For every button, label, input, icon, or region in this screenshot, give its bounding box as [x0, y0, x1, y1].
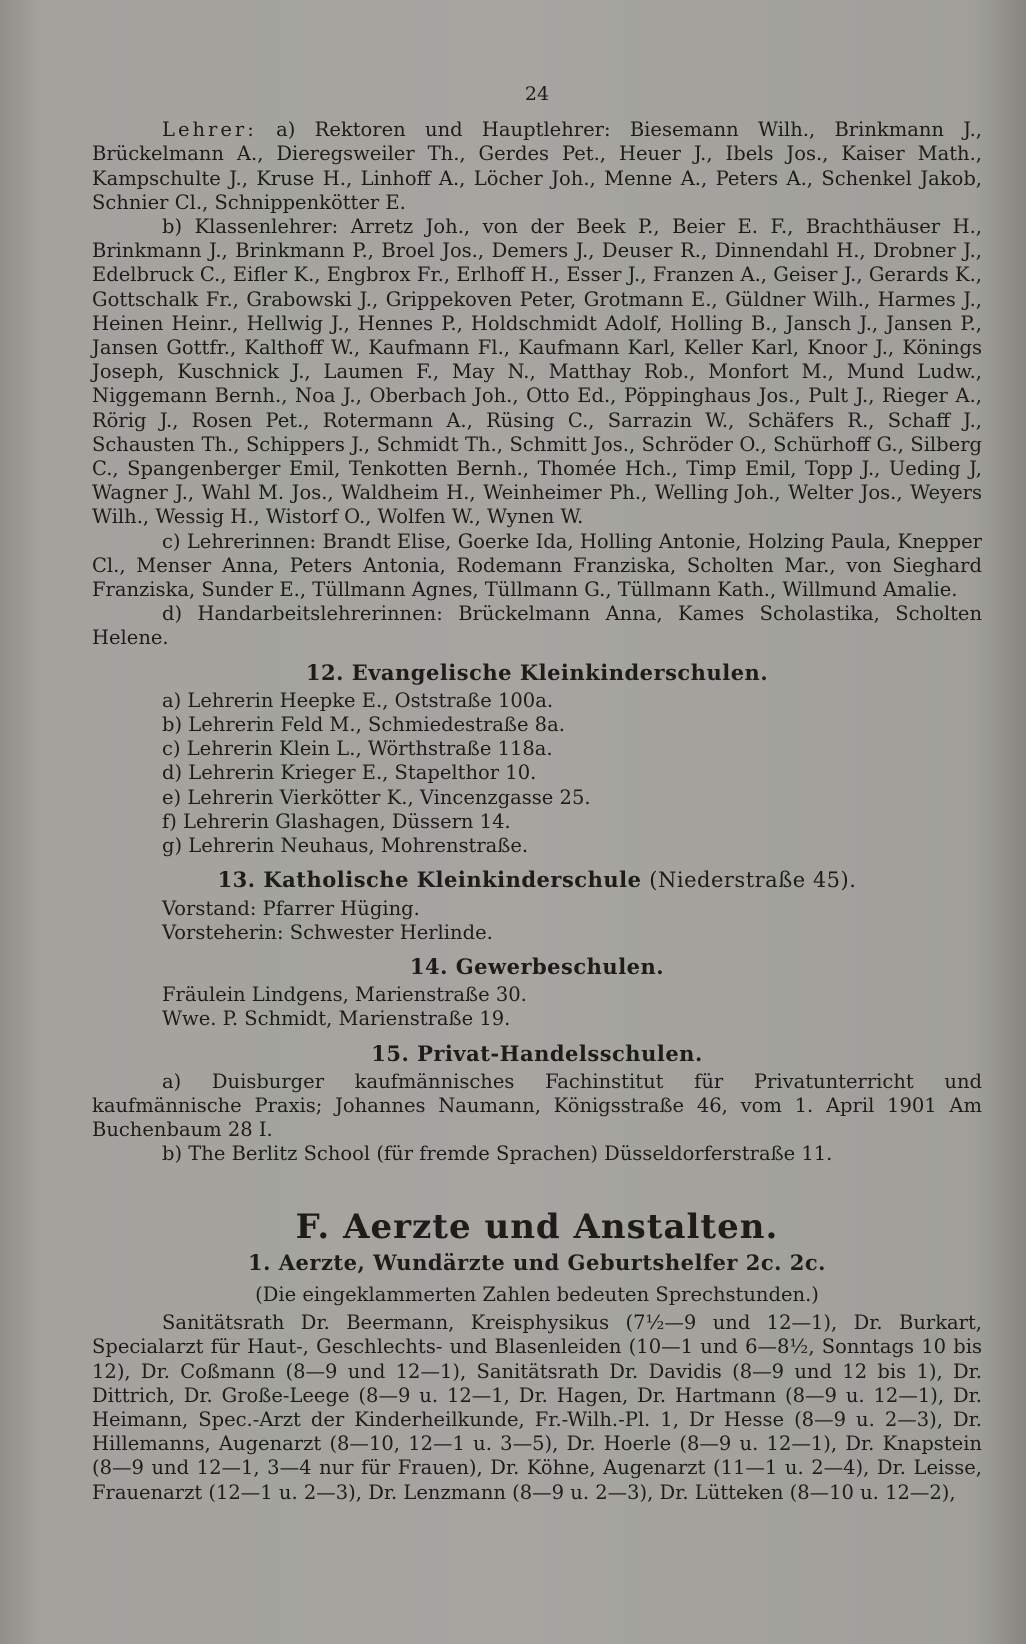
- section-13-heading: [92, 868, 982, 892]
- list-item: Vorstand: Pfarrer Hüging.: [162, 896, 420, 920]
- list-item: Fräulein Lindgens, Marienstraße 30.: [162, 983, 527, 1007]
- section-14-heading: 14. Gewerbeschulen.: [409, 953, 665, 979]
- teachers-label: Lehrer:: [162, 118, 257, 142]
- list-item: g) Lehrerin Neuhaus, Mohrenstraße.: [162, 834, 529, 858]
- list-item: b) Lehrerin Feld M., Schmiedestraße 8a.: [162, 713, 565, 737]
- section-13-note: (Niederstraße 45).: [649, 868, 857, 893]
- section-f-note: (Die eingeklammerten Zahlen bedeuten Sprechstunden.): [255, 1282, 819, 1306]
- section-f-doctors-paragraph: Sanitätsrath Dr. Beermann, Kreisphysikus (7½—9 und 12—1), Dr. Burkart, Specialarzt für Haut-, Geschlechts- und Blasenleiden (10—1 und 6—8½, Sonntags 10 bis 12), Dr. Coßmann (8—9 und 12—1), Sanitätsrath Dr. Davidis (8—9 und 12 bis 1), Dr. Dittrich, Dr. Große-Leege (8—9 u. 12—1, Dr. Hagen, Dr. Hartmann (8—9 u. 12—1), Dr. Heimann, Spec.-Arzt der Kinderheilkunde, Fr.-Wilh.-Pl. 1, Dr Hesse (8—9 u. 2—3), Dr. Hillemanns, Augenarzt (8—10, 12—1 u. 3—5), Dr. Hoerle (8—9 u. 12—1), Dr. Knapstein (8—9 und 12—1, 3—4 nur für Frauen), Dr. Köhne, Augenarzt (11—1 u. 2—4), Dr. Leisse, Frauenarzt (12—1 u. 2—3), Dr. Lenzmann (8—9 u. 2—3), Dr. Lütteken (8—10 u. 12—2),: [92, 1311, 982, 1504]
- list-item: c) Lehrerin Klein L., Wörthstraße 118a.: [162, 737, 553, 761]
- teachers-a-paragraph: [92, 118, 982, 215]
- list-item: f) Lehrerin Glashagen, Düssern 14.: [162, 809, 511, 833]
- list-item: d) Lehrerin Krieger E., Stapelthor 10.: [162, 761, 537, 785]
- teachers-c-paragraph: c) Lehrerinnen: Brandt Elise, Goerke Ida, Holling Antonie, Holzing Paula, Knepper Cl., Menser Anna, Peters Antonia, Rodemann Franziska, Scholten Mar., von Sieghard Franziska, Sunder E., Tüllmann Agnes, Tüllmann G., Tüllmann Kath., Willmund Amalie.: [92, 529, 982, 602]
- page-content: [92, 70, 982, 1505]
- page-number: 24: [524, 83, 550, 105]
- teachers-d-paragraph: d) Handarbeitslehrerinnen: Brückelmann Anna, Kames Scholastika, Scholten Helene.: [92, 602, 982, 650]
- section-14-list: [92, 983, 982, 1031]
- section-12-list: [92, 689, 982, 858]
- list-item: Wwe. P. Schmidt, Marienstraße 19.: [162, 1007, 511, 1031]
- teachers-b-paragraph: b) Klassenlehrer: Arretz Joh., von der Beek P., Beier E. F., Brachthäuser H., Brinkmann J., Brinkmann P., Broel Jos., Demers J., Deuser R., Dinnendahl H., Drobner J., Edelbruck C., Eifler K., Engbrox Fr., Erlhoff H., Esser J., Franzen A., Geiser J., Gerards K., Gottschalk Fr., Grabowski J., Grippekoven Peter, Grotmann E., Güldner Wilh., Harmes J., Heinen Heinr., Hellwig J., Hennes P., Holdschmidt Adolf, Holling B., Jansch J., Jansen P., Jansen Gottfr., Kalthoff W., Kaufmann Fl., Kaufmann Karl, Keller Karl, Knoor J., Könings Joseph, Kuschnick J., Laumen F., May N., Matthay Rob., Monfort M., Mund Ludw., Niggemann Bernh., Noa J., Oberbach Joh., Otto Ed., Pöppinghaus Jos., Pult J., Rieger A., Rörig J., Rosen Pet., Rotermann A., Rüsing C., Sarrazin W., Schäfers R., Schaff J., Schausten Th., Schippers J., Schmidt Th., Schmitt Jos., Schröder O., Schürhoff G., Silberg C., Spangenberger Emil, Tenkotten Bernh., Thomée Hch., Timp Emil, Topp J., Ueding J, Wagner J., Wahl M. Jos., Waldheim H., Weinheimer Ph., Welling Joh., Welter Jos., Weyers Wilh., Wessig H., Wistorf O., Wolfen W., Wynen W.: [92, 215, 982, 529]
- section-f-heading: F. Aerzte und Anstalten.: [295, 1206, 779, 1247]
- list-item: Vorsteherin: Schwester Herlinde.: [162, 920, 493, 944]
- section-15-b-paragraph: b) The Berlitz School (für fremde Sprachen) Düsseldorferstraße 11.: [162, 1142, 833, 1166]
- section-15-heading: 15. Privat-Handelsschulen.: [371, 1040, 703, 1066]
- teachers-a-text: a) Rektoren und Hauptlehrer: Biesemann Wilh., Brinkmann J., Brückelmann A., Dieregsweiler Th., Gerdes Pet., Heuer J., Ibels Jos., Kaiser Math., Kampschulte J., Kruse H., Linhoff A., Löcher Joh., Menne A., Peters A., Schenkel Jakob, Schnier Cl., Schnippenkötter E.: [92, 118, 982, 214]
- list-item: e) Lehrerin Vierkötter K., Vincenzgasse 25.: [162, 785, 591, 809]
- section-13-title: 13. Katholische Kleinkinderschule: [217, 867, 642, 893]
- list-item: a) Lehrerin Heepke E., Oststraße 100a.: [162, 688, 554, 712]
- section-f-subheading: 1. Aerzte, Wundärzte und Geburtshelfer 2c. 2c.: [248, 1249, 826, 1275]
- section-13-list: [92, 897, 982, 945]
- section-15-a-paragraph: a) Duisburger kaufmännisches Fachinstitut für Privatunterricht und kaufmännische Praxis; Johannes Naumann, Königsstraße 46, vom 1. April 1901 Am Buchenbaum 28 I.: [92, 1069, 982, 1142]
- section-12-heading: 12. Evangelische Kleinkinderschulen.: [305, 659, 769, 685]
